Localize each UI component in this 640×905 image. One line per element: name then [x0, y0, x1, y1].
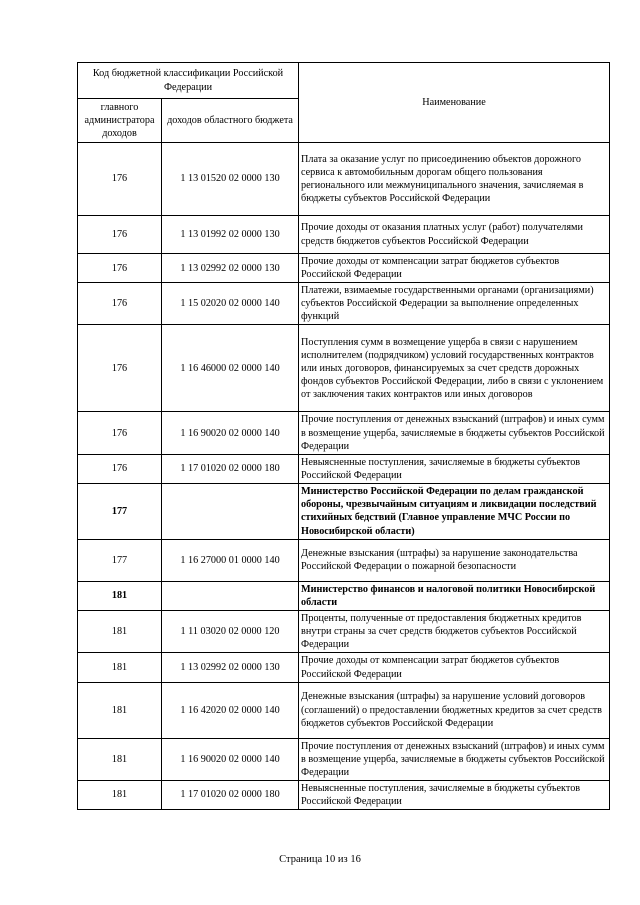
admin-code-cell: 177: [78, 539, 162, 581]
table-row: [78, 780, 610, 809]
header-income: доходов областного бюджета: [162, 99, 299, 143]
income-code-cell: 1 13 01992 02 0000 130: [162, 216, 299, 254]
name-cell: Министерство финансов и налоговой политики Новосибирской области: [299, 581, 610, 610]
table-body: [78, 143, 610, 810]
name-cell: Прочие доходы от компенсации затрат бюджетов субъектов Российской Федерации: [299, 254, 610, 283]
admin-code-cell: 181: [78, 581, 162, 610]
table-row: [78, 539, 610, 581]
table-row: [78, 581, 610, 610]
income-code-cell: 1 15 02020 02 0000 140: [162, 283, 299, 325]
admin-code-cell: 176: [78, 254, 162, 283]
admin-code-cell: 176: [78, 454, 162, 483]
admin-code-cell: 181: [78, 653, 162, 682]
admin-code-cell: 176: [78, 143, 162, 216]
table-row: [78, 454, 610, 483]
admin-code-cell: 176: [78, 325, 162, 412]
income-code-cell: 1 11 03020 02 0000 120: [162, 611, 299, 653]
table-row: [78, 483, 610, 539]
income-code-cell: 1 13 02992 02 0000 130: [162, 254, 299, 283]
name-cell: Невыясненные поступления, зачисляемые в бюджеты субъектов Российской Федерации: [299, 780, 610, 809]
budget-classification-table: [77, 62, 610, 810]
table-row: [78, 412, 610, 454]
income-code-cell: 1 16 90020 02 0000 140: [162, 412, 299, 454]
income-code-cell: 1 16 42020 02 0000 140: [162, 682, 299, 738]
table-row: [78, 611, 610, 653]
name-cell: Невыясненные поступления, зачисляемые в бюджеты субъектов Российской Федерации: [299, 454, 610, 483]
name-cell: Проценты, полученные от предоставления бюджетных кредитов внутри страны за счет средств бюджетов субъектов Российской Федерации: [299, 611, 610, 653]
admin-code-cell: 181: [78, 682, 162, 738]
income-code-cell: [162, 581, 299, 610]
income-code-cell: 1 13 02992 02 0000 130: [162, 653, 299, 682]
table-row: [78, 653, 610, 682]
header-name: Наименование: [299, 63, 610, 143]
page-number: Страница 10 из 16: [279, 854, 361, 865]
income-code-cell: [162, 483, 299, 539]
table-row: [78, 216, 610, 254]
admin-code-cell: 176: [78, 216, 162, 254]
income-code-cell: 1 17 01020 02 0000 180: [162, 454, 299, 483]
income-code-cell: 1 16 46000 02 0000 140: [162, 325, 299, 412]
admin-code-cell: 176: [78, 412, 162, 454]
income-code-cell: 1 13 01520 02 0000 130: [162, 143, 299, 216]
name-cell: Прочие поступления от денежных взысканий (штрафов) и иных сумм в возмещение ущерба, зачисляемые в бюджеты субъектов Российской Федерации: [299, 738, 610, 780]
name-cell: Прочие доходы от компенсации затрат бюджетов субъектов Российской Федерации: [299, 653, 610, 682]
income-code-cell: 1 16 90020 02 0000 140: [162, 738, 299, 780]
header-code-group: Код бюджетной классификации Российской Федерации: [78, 63, 299, 99]
admin-code-cell: 181: [78, 611, 162, 653]
table-row: [78, 738, 610, 780]
table-row: [78, 143, 610, 216]
header-admin: главного администратора доходов: [78, 99, 162, 143]
name-cell: Министерство Российской Федерации по делам гражданской обороны, чрезвычайным ситуациям и ликвидации последствий стихийных бедствий (Главное управление МЧС России по Новосибирской области): [299, 483, 610, 539]
table-row: [78, 325, 610, 412]
name-cell: Денежные взыскания (штрафы) за нарушение условий договоров (соглашений) о предоставлении бюджетных кредитов за счет средств бюджетов субъектов Российской Федерации: [299, 682, 610, 738]
name-cell: Прочие доходы от оказания платных услуг (работ) получателями средств бюджетов субъектов Российской Федерации: [299, 216, 610, 254]
name-cell: Платежи, взимаемые государственными органами (организациями) субъектов Российской Федерации за выполнение определенных функций: [299, 283, 610, 325]
name-cell: Прочие поступления от денежных взысканий (штрафов) и иных сумм в возмещение ущерба, зачисляемые в бюджеты субъектов Российской Федерации: [299, 412, 610, 454]
name-cell: Плата за оказание услуг по присоединению объектов дорожного сервиса к автомобильным дорогам общего пользования регионального или межмуниципального значения, зачисляемая в бюджеты субъектов Российской Федерации: [299, 143, 610, 216]
admin-code-cell: 181: [78, 738, 162, 780]
name-cell: Поступления сумм в возмещение ущерба в связи с нарушением исполнителем (подрядчиком) условий государственных контрактов или иных договоров, финансируемых за счет средств дорожных фондов субъектов Российской Федерации, либо в связи с уклонением от заключения таких контрактов или иных договоров: [299, 325, 610, 412]
table-row: [78, 254, 610, 283]
table-row: [78, 682, 610, 738]
admin-code-cell: 177: [78, 483, 162, 539]
name-cell: Денежные взыскания (штрафы) за нарушение законодательства Российской Федерации о пожарной безопасности: [299, 539, 610, 581]
income-code-cell: 1 16 27000 01 0000 140: [162, 539, 299, 581]
admin-code-cell: 181: [78, 780, 162, 809]
table-row: [78, 283, 610, 325]
admin-code-cell: 176: [78, 283, 162, 325]
income-code-cell: 1 17 01020 02 0000 180: [162, 780, 299, 809]
